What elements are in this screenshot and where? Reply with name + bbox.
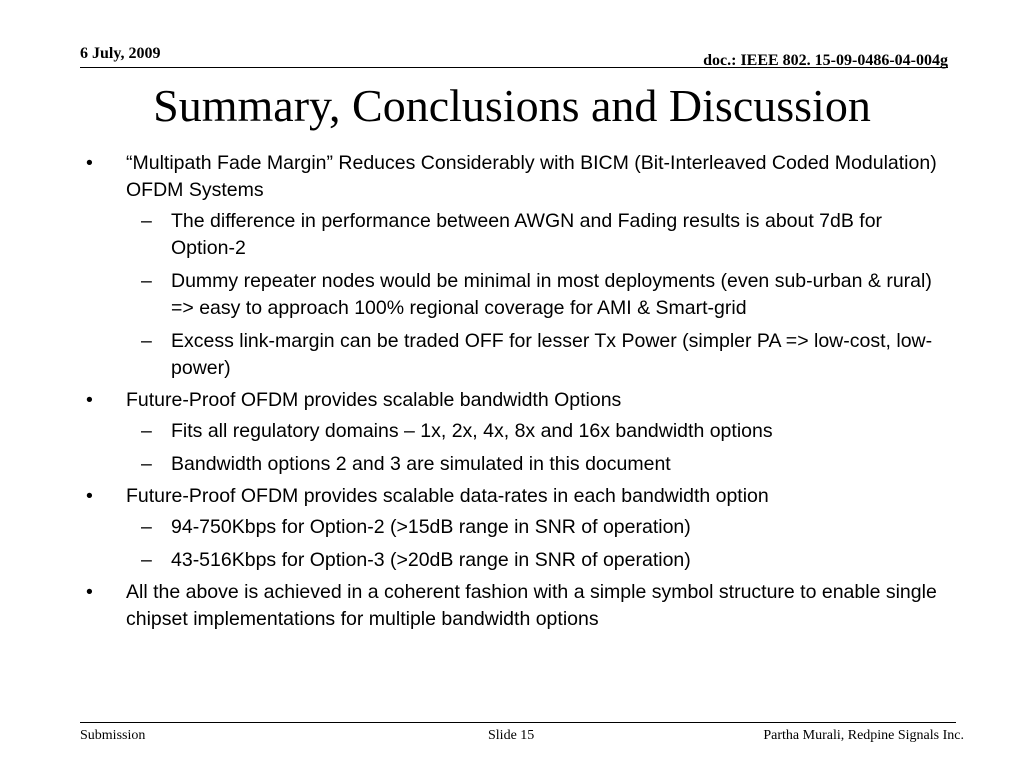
sub-bullet-text: Dummy repeater nodes would be minimal in most deployments (even sub-urban & rural) => easy to approach 100% regional coverage for AMI & Smart-grid	[171, 270, 932, 319]
dash-marker: –	[141, 516, 152, 538]
bullet-marker: •	[86, 581, 93, 603]
sub-bullet-item	[126, 208, 946, 262]
sub-bullet-text: The difference in performance between AWGN and Fading results is about 7dB for Option-2	[171, 210, 883, 259]
dash-marker: –	[141, 210, 152, 232]
header-date: 6 July, 2009	[80, 45, 161, 62]
footer-slide-number: Slide 15	[488, 728, 535, 743]
bullet-text: Future-Proof OFDM provides scalable data-rates in each bandwidth option	[126, 485, 769, 507]
dash-marker: –	[141, 330, 152, 352]
dash-marker: –	[141, 453, 152, 475]
sub-bullet-item	[126, 418, 946, 445]
sub-bullet-text: 43-516Kbps for Option-3 (>20dB range in SNR of operation)	[171, 549, 691, 571]
footer-author: Partha Murali, Redpine Signals Inc.	[763, 728, 964, 743]
dash-marker: –	[141, 420, 152, 442]
sub-bullet-item	[126, 514, 946, 541]
bullet-list	[86, 150, 946, 633]
sub-bullet-text: Fits all regulatory domains – 1x, 2x, 4x, 8x and 16x bandwidth options	[171, 420, 773, 442]
slide-title: Summary, Conclusions and Discussion	[153, 80, 871, 131]
bullet-text: “Multipath Fade Margin” Reduces Considerably with BICM (Bit-Interleaved Coded Modulation) OFDM Systems	[126, 152, 937, 201]
sub-bullet-item	[126, 328, 946, 382]
sub-bullet-list	[126, 208, 946, 382]
sub-bullet-item	[126, 547, 946, 574]
sub-bullet-item	[126, 451, 946, 478]
bullet-marker: •	[86, 389, 93, 411]
bullet-item	[86, 150, 946, 382]
bullet-text: All the above is achieved in a coherent fashion with a simple symbol structure to enable single chipset implementations for multiple bandwidth options	[126, 581, 937, 630]
dash-marker: –	[141, 549, 152, 571]
sub-bullet-text: Excess link-margin can be traded OFF for lesser Tx Power (simpler PA => low-cost, low-power)	[171, 330, 933, 379]
sub-bullet-list	[126, 514, 946, 574]
bullet-item	[86, 387, 946, 478]
bullet-marker: •	[86, 152, 93, 174]
bullet-item	[86, 579, 946, 633]
sub-bullet-text: Bandwidth options 2 and 3 are simulated in this document	[171, 453, 671, 475]
bullet-text: Future-Proof OFDM provides scalable bandwidth Options	[126, 389, 622, 411]
dash-marker: –	[141, 270, 152, 292]
bullet-item	[86, 483, 946, 574]
header-divider	[80, 67, 948, 68]
sub-bullet-item	[126, 268, 946, 322]
sub-bullet-list	[126, 418, 946, 478]
header-doc-id: doc.: IEEE 802. 15-09-0486-04-004g	[703, 52, 948, 69]
sub-bullet-text: 94-750Kbps for Option-2 (>15dB range in SNR of operation)	[171, 516, 691, 538]
footer-submission: Submission	[80, 728, 146, 743]
bullet-marker: •	[86, 485, 93, 507]
footer-divider	[80, 722, 956, 723]
